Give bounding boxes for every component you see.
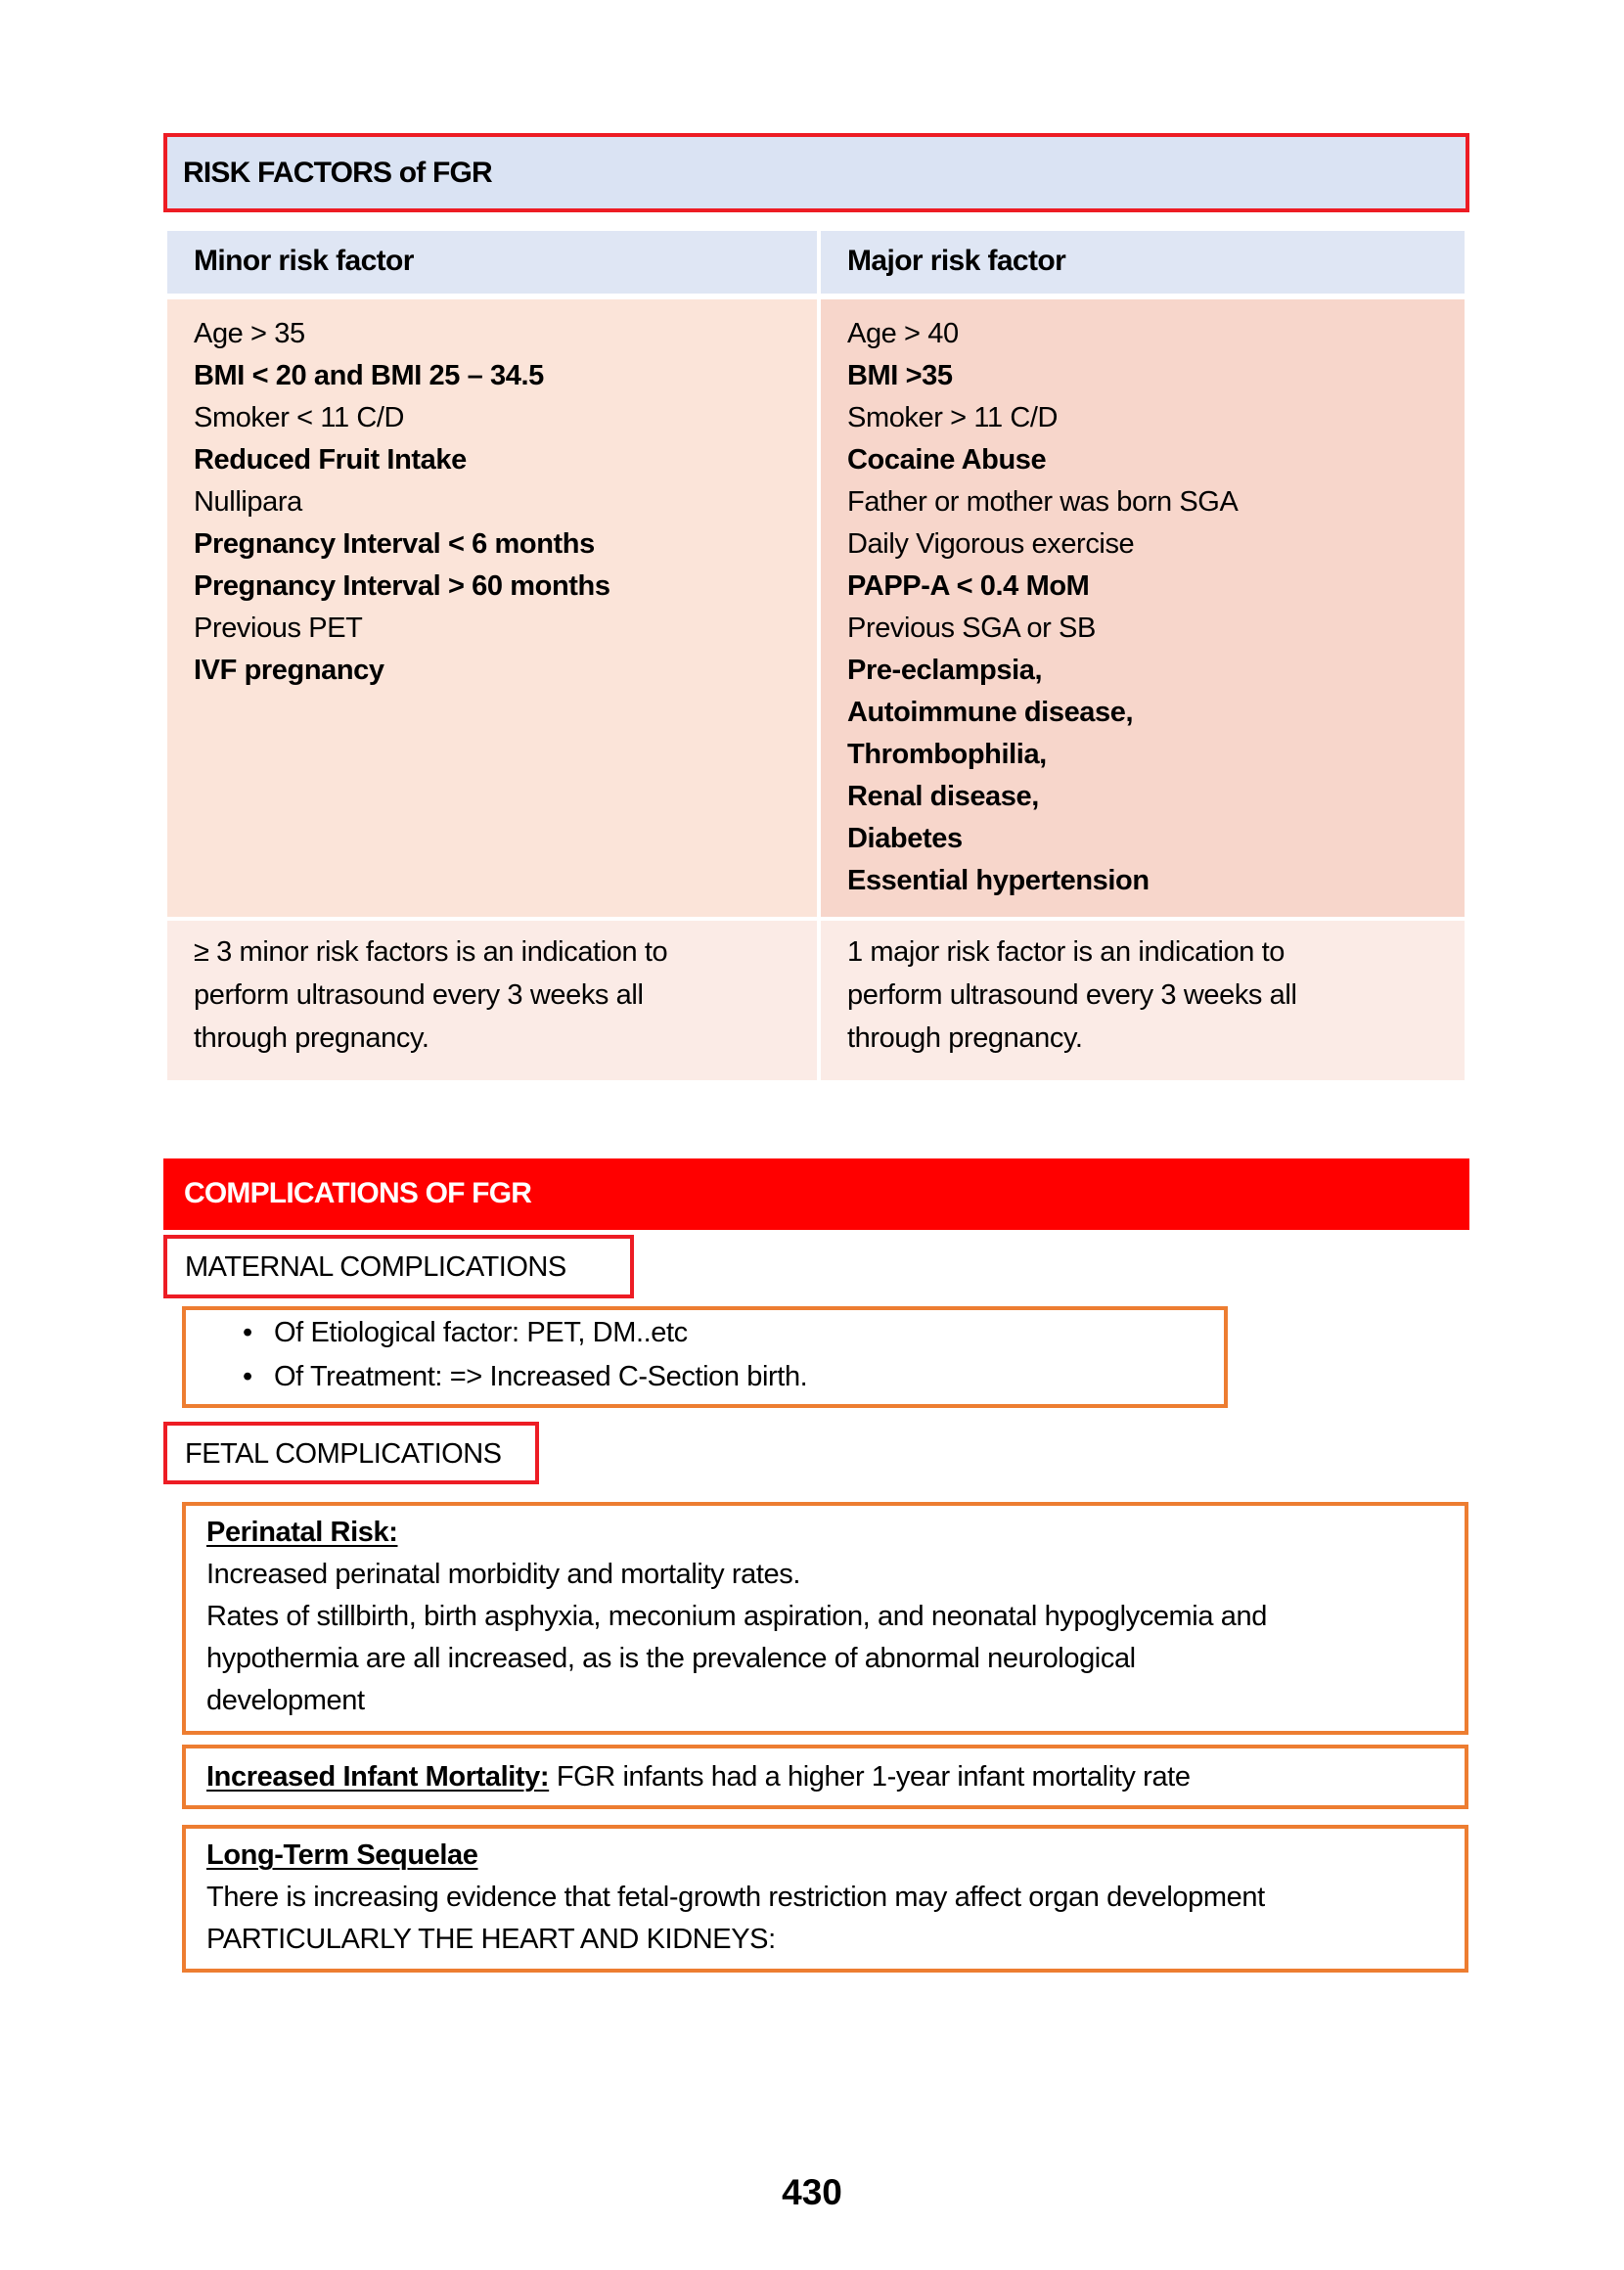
risk-factor-item: IVF pregnancy — [194, 655, 384, 686]
risk-factor-item: Daily Vigorous exercise — [847, 528, 1135, 560]
footer-line: perform ultrasound every 3 weeks all — [194, 979, 644, 1011]
risk-factors-title: RISK FACTORS of FGR — [183, 157, 492, 189]
footer-line: 1 major risk factor is an indication to — [847, 936, 1285, 968]
risk-factor-item: PAPP-A < 0.4 MoM — [847, 570, 1090, 602]
risk-factor-item: Smoker > 11 C/D — [847, 402, 1059, 433]
bullet-text: Of Treatment: => Increased C-Section birth. — [274, 1361, 808, 1392]
risk-factor-item: Renal disease, — [847, 781, 1039, 812]
risk-factor-item: Reduced Fruit Intake — [194, 444, 467, 476]
risk-factor-item: Pregnancy Interval < 6 months — [194, 528, 595, 560]
minor-risk-list-cell — [167, 299, 817, 917]
risk-factor-item: Thrombophilia, — [847, 739, 1047, 770]
long-term-sequelae-box — [182, 1825, 1468, 1973]
infant-mortality-text: FGR infants had a higher 1-year infant mortality rate — [549, 1761, 1191, 1793]
minor-risk-list — [194, 313, 610, 692]
major-risk-footer-cell — [821, 921, 1465, 1080]
risk-factor-item: Previous PET — [194, 613, 363, 644]
minor-risk-header-label: Minor risk factor — [194, 245, 414, 277]
maternal-complications-heading: MATERNAL COMPLICATIONS — [185, 1251, 566, 1283]
major-risk-footer — [847, 931, 1296, 1060]
risk-factor-item: Diabetes — [847, 823, 963, 854]
bullet-item — [243, 1317, 688, 1349]
risk-factor-item: Essential hypertension — [847, 865, 1150, 896]
minor-risk-header — [167, 231, 817, 294]
risk-factor-item: Age > 40 — [847, 318, 959, 349]
major-risk-header — [821, 231, 1465, 294]
risk-factor-item: Pre-eclampsia, — [847, 655, 1043, 686]
risk-factor-item: Previous SGA or SB — [847, 613, 1096, 644]
risk-factor-item: Father or mother was born SGA — [847, 486, 1239, 518]
perinatal-risk-box — [182, 1502, 1468, 1735]
maternal-complications-list — [182, 1306, 1228, 1408]
long-term-line: PARTICULARLY THE HEART AND KIDNEYS: — [206, 1924, 776, 1955]
complications-title: COMPLICATIONS OF FGR — [184, 1177, 532, 1209]
minor-risk-footer-cell — [167, 921, 817, 1080]
footer-line: through pregnancy. — [847, 1022, 1083, 1054]
footer-line: ≥ 3 minor risk factors is an indication to — [194, 936, 668, 968]
complications-title-bar — [163, 1158, 1469, 1230]
perinatal-line: hypothermia are all increased, as is the prevalence of abnormal neurological — [206, 1643, 1136, 1674]
risk-factor-item: Autoimmune disease, — [847, 697, 1134, 728]
perinatal-risk-content — [206, 1512, 1267, 1722]
bullet-item — [243, 1361, 808, 1393]
risk-factor-item: Nullipara — [194, 486, 302, 518]
risk-factor-item: Smoker < 11 C/D — [194, 402, 405, 433]
infant-mortality-heading: Increased Infant Mortality: — [206, 1761, 550, 1793]
bullet-icon: • — [243, 1361, 252, 1392]
major-risk-list — [847, 313, 1238, 902]
minor-risk-footer — [194, 931, 667, 1060]
footer-line: through pregnancy. — [194, 1022, 429, 1054]
fetal-complications-heading-box — [163, 1422, 539, 1484]
major-risk-header-label: Major risk factor — [847, 245, 1066, 277]
long-term-line: There is increasing evidence that fetal-growth restriction may affect organ development — [206, 1882, 1265, 1913]
footer-line: perform ultrasound every 3 weeks all — [847, 979, 1297, 1011]
perinatal-line: Rates of stillbirth, birth asphyxia, meconium aspiration, and neonatal hypoglycemia and — [206, 1601, 1267, 1632]
risk-factor-item: Age > 35 — [194, 318, 305, 349]
bullet-icon: • — [243, 1317, 252, 1348]
infant-mortality-content — [206, 1756, 1191, 1798]
risk-factors-title-box — [163, 133, 1469, 212]
long-term-sequelae-content — [206, 1835, 1265, 1961]
page-number: 430 — [782, 2172, 842, 2212]
perinatal-line: Increased perinatal morbidity and mortality rates. — [206, 1559, 801, 1590]
risk-factor-item: BMI >35 — [847, 360, 953, 391]
perinatal-line: development — [206, 1685, 365, 1716]
risk-factor-item: Cocaine Abuse — [847, 444, 1047, 476]
bullet-text: Of Etiological factor: PET, DM..etc — [274, 1317, 688, 1348]
perinatal-risk-heading: Perinatal Risk: — [206, 1517, 398, 1548]
risk-factor-item: Pregnancy Interval > 60 months — [194, 570, 610, 602]
maternal-complications-heading-box — [163, 1235, 634, 1298]
risk-factor-item: BMI < 20 and BMI 25 – 34.5 — [194, 360, 544, 391]
infant-mortality-box — [182, 1745, 1468, 1809]
fetal-complications-heading: FETAL COMPLICATIONS — [185, 1438, 502, 1470]
major-risk-list-cell — [821, 299, 1465, 917]
long-term-sequelae-heading: Long-Term Sequelae — [206, 1839, 478, 1871]
